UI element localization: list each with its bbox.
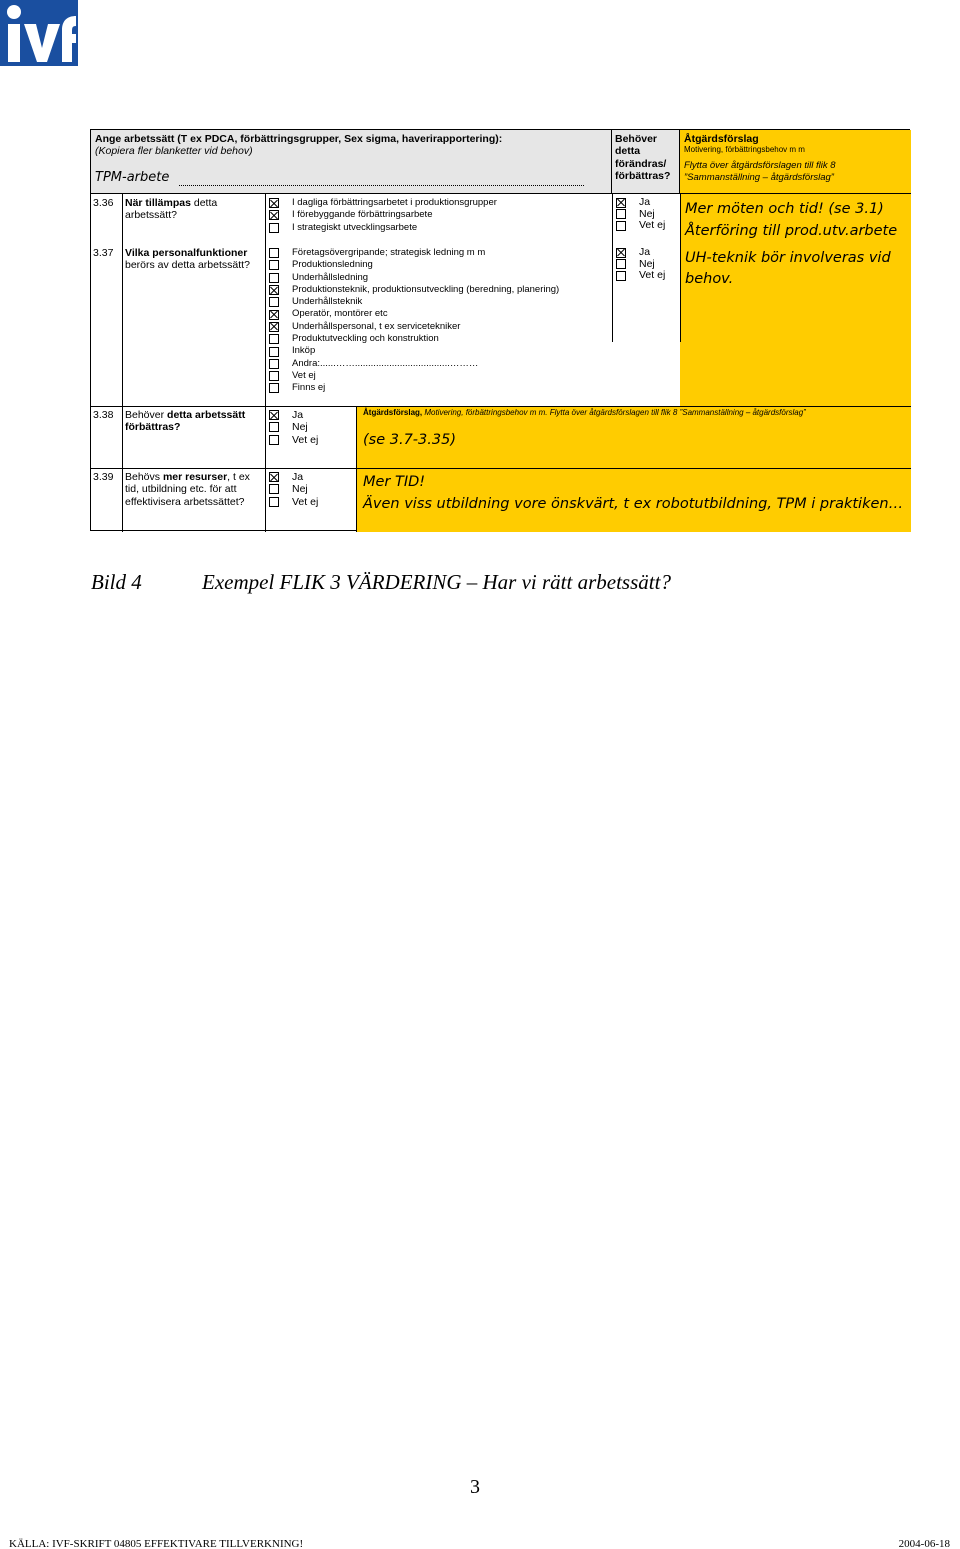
row-number: 3.37: [93, 247, 114, 259]
actions-title: Åtgärdsförslag: [684, 133, 759, 145]
figure-label: Bild 4: [91, 570, 142, 594]
answer-line: behov.: [685, 271, 734, 287]
checkbox[interactable]: [269, 334, 279, 344]
option-item[interactable]: [269, 358, 609, 370]
option-item[interactable]: [269, 272, 609, 284]
option-label: Produktionsteknik, produktionsutveckling (beredning, planering): [292, 283, 560, 295]
page-number: 3: [470, 1476, 480, 1498]
option-item[interactable]: [269, 197, 609, 209]
checkbox-checked[interactable]: [616, 248, 626, 258]
row-number: 3.39: [93, 471, 114, 483]
option-label: I dagliga förbättringsarbetet i produktionsgrupper: [292, 197, 497, 208]
checkbox[interactable]: [269, 359, 279, 369]
header-instructions: [91, 130, 612, 194]
question-text: Behövs: [125, 471, 163, 483]
row-number: 3.38: [93, 409, 114, 421]
question-bold: Vilka personalfunktioner: [125, 247, 248, 259]
option-label: Vet ej: [292, 495, 319, 508]
checkbox[interactable]: [269, 484, 279, 494]
checkbox[interactable]: [269, 260, 279, 270]
checkbox[interactable]: [616, 271, 626, 281]
option-label: Vet ej: [639, 269, 666, 281]
option-item[interactable]: [269, 471, 318, 483]
divider: [356, 406, 357, 532]
checkbox-checked[interactable]: [269, 472, 279, 482]
checkbox-checked[interactable]: [269, 410, 279, 420]
answer-3-38[interactable]: (se 3.7-3.35): [363, 432, 456, 448]
option-label: Vet ej: [292, 433, 319, 446]
option-label: Operatör, montörer etc: [292, 308, 388, 320]
row-number: 3.36: [93, 197, 114, 209]
answer-3-36[interactable]: [681, 198, 901, 242]
checkbox[interactable]: [269, 297, 279, 307]
divider: [265, 194, 266, 532]
entry-dotted-line: [179, 185, 584, 186]
option-label: Underhållsteknik: [292, 296, 363, 308]
checkbox[interactable]: [269, 435, 279, 445]
option-item[interactable]: [269, 434, 318, 446]
checkbox[interactable]: [269, 422, 279, 432]
question-3-36: [125, 197, 265, 222]
ivf-logo: [0, 0, 78, 66]
working-method-entry[interactable]: TPM-arbete: [95, 170, 170, 185]
option-item[interactable]: [616, 247, 665, 259]
option-label: I förebyggande förbättringsarbete: [292, 209, 433, 221]
divider: [612, 194, 613, 342]
option-item[interactable]: [269, 382, 609, 394]
footer-source: KÄLLA: IVF-SKRIFT 04805 EFFEKTIVARE TILLVERKNING!: [9, 1538, 304, 1549]
option-label: Ja: [639, 196, 651, 208]
option-label: I strategiskt utvecklingsarbete: [292, 221, 418, 233]
checkbox-checked[interactable]: [616, 198, 626, 208]
checkbox-checked[interactable]: [269, 198, 279, 208]
checkbox[interactable]: [616, 259, 626, 269]
checkbox[interactable]: [269, 223, 279, 233]
checkbox[interactable]: [616, 221, 626, 231]
assessment-form: [90, 129, 910, 531]
option-label: Underhållspersonal, t ex servicetekniker: [292, 320, 461, 332]
header-title: Ange arbetssätt (T ex PDCA, förbättringsgrupper, Sex sigma, haverirapportering):: [95, 133, 503, 145]
option-label: Produktutveckling och konstruktion: [292, 333, 439, 345]
yes-no-3-36: [616, 197, 665, 232]
option-item[interactable]: [616, 197, 665, 209]
checkbox-checked[interactable]: [269, 322, 279, 332]
option-label: Företagsövergripande; strategisk ledning m m: [292, 247, 486, 258]
divider: [91, 468, 911, 469]
option-label: Ja: [292, 409, 304, 421]
option-label: Nej: [292, 483, 308, 496]
question-text: , t ex tid, utbildning etc. för att effektivisera arbetssättet?: [125, 471, 250, 508]
option-item[interactable]: [269, 284, 609, 296]
checkbox-checked[interactable]: [269, 310, 279, 320]
option-item[interactable]: [269, 333, 609, 345]
question-text: berörs av detta arbetssätt?: [125, 259, 250, 272]
checkbox[interactable]: [269, 383, 279, 393]
checkbox-checked[interactable]: [269, 285, 279, 295]
checkbox[interactable]: [269, 497, 279, 507]
option-item[interactable]: [269, 247, 609, 259]
yes-no-3-38: [269, 409, 318, 446]
option-item[interactable]: [269, 421, 318, 433]
actions-note-1: Flytta över åtgärdsförslagen till flik 8: [684, 160, 836, 172]
question-text: detta arbetssätt?: [125, 197, 218, 222]
option-item[interactable]: [269, 496, 318, 508]
action-subtitle: Motivering, förbättringsbehov m m. Flytta över åtgärdsförslagen till flik 8 ”Sammanställning – åtgärdsförslag”: [422, 408, 806, 417]
figure-caption: Exempel FLIK 3 VÄRDERING – Har vi rätt arbetssätt?: [202, 570, 671, 594]
option-item[interactable]: [269, 483, 318, 495]
question-bold: mer resurser: [162, 471, 228, 483]
yes-no-3-39: [269, 471, 318, 508]
option-item[interactable]: [269, 370, 609, 382]
option-item[interactable]: [269, 222, 609, 234]
answer-line: Mer möten och tid! (se 3.1): [685, 201, 884, 217]
header-subtitle: (Kopiera fler blanketter vid behov): [95, 145, 253, 158]
option-item[interactable]: [269, 409, 318, 421]
answer-3-37[interactable]: [681, 248, 895, 290]
answer-line: Mer TID!: [363, 474, 426, 490]
action-title: Åtgärdsförslag,: [363, 408, 423, 417]
option-label: Produktionsledning: [292, 259, 373, 271]
option-label: Nej: [639, 257, 655, 270]
option-item[interactable]: [616, 270, 665, 282]
options-3-36: [269, 197, 609, 234]
option-item[interactable]: [269, 259, 609, 271]
option-label: Finns ej: [292, 382, 326, 394]
actions-subtitle: Motivering, förbättringsbehov m m: [684, 145, 805, 155]
answer-line: Återföring till prod.utv.arbete: [685, 223, 898, 239]
checkbox-checked[interactable]: [269, 210, 279, 220]
question-bold: När tillämpas: [125, 197, 191, 209]
checkbox[interactable]: [269, 273, 279, 283]
actions-note-2: ”Sammanställning – åtgärdsförslag”: [684, 171, 834, 183]
option-label: Underhållsledning: [292, 271, 369, 283]
checkbox[interactable]: [269, 371, 279, 381]
action-header-3-38: [359, 408, 909, 418]
checkbox[interactable]: [616, 209, 626, 219]
options-3-37: [269, 247, 609, 395]
answer-line: UH-teknik bör involveras vid: [685, 250, 891, 266]
question-3-39: [125, 471, 257, 508]
option-label: Vet ej: [639, 219, 666, 231]
option-label: Vet ej: [292, 369, 316, 381]
option-item[interactable]: [269, 321, 609, 333]
option-label: Ja: [292, 471, 304, 483]
checkbox[interactable]: [269, 248, 279, 258]
header-actions-column: [680, 130, 911, 194]
option-item[interactable]: [269, 296, 609, 308]
option-label: Andra:......……....................................………: [292, 357, 479, 369]
option-item[interactable]: [269, 345, 609, 357]
footer-date: 2004-06-18: [898, 1538, 950, 1549]
checkbox[interactable]: [269, 347, 279, 357]
question-3-38: [125, 409, 265, 434]
option-label: Nej: [292, 421, 308, 434]
question-text: Behöver: [125, 409, 168, 421]
option-label: Ja: [639, 246, 651, 258]
yes-no-3-37: [616, 247, 665, 282]
answer-3-39[interactable]: [359, 471, 909, 515]
option-item[interactable]: [269, 209, 609, 221]
divider: [91, 406, 911, 407]
option-label: Inköp: [292, 345, 316, 357]
divider: [122, 194, 123, 532]
answer-line: Även viss utbildning vore önskvärt, t ex robotutbildning, TPM i praktiken…: [363, 496, 904, 512]
header-change-column: Behöver detta förändras/ förbättras?: [612, 130, 680, 194]
option-item[interactable]: [616, 220, 665, 232]
option-label: Nej: [639, 207, 655, 220]
option-item[interactable]: [269, 308, 609, 320]
question-3-37: [125, 247, 265, 272]
question-bold: detta arbetssätt förbättras?: [125, 409, 246, 434]
